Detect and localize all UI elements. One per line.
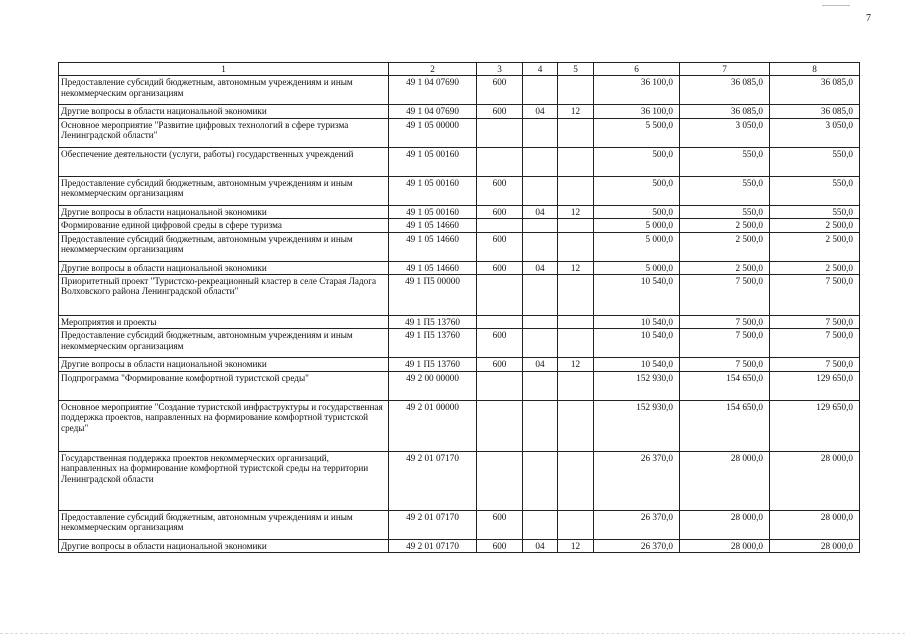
- row-value-6: 10 540,0: [594, 358, 680, 371]
- row-value-7: 2 500,0: [680, 232, 770, 261]
- row-vr: [477, 315, 523, 328]
- row-code: 49 2 01 07170: [389, 510, 477, 539]
- row-code: 49 1 04 07690: [389, 76, 477, 105]
- row-value-8: 550,0: [770, 176, 860, 205]
- row-code: 49 2 01 07170: [389, 451, 477, 510]
- budget-table: [58, 62, 860, 553]
- row-code: 49 2 00 00000: [389, 371, 477, 400]
- row-value-7: 154 650,0: [680, 400, 770, 451]
- row-value-6: 500,0: [594, 176, 680, 205]
- row-pr: [558, 147, 594, 176]
- row-vr: [477, 219, 523, 232]
- row-vr: 600: [477, 76, 523, 105]
- row-pr: 12: [558, 261, 594, 274]
- row-name: Предоставление субсидий бюджетным, автономным учреждениям и иным некоммерческим организациям: [59, 329, 389, 358]
- row-value-7: 7 500,0: [680, 315, 770, 328]
- row-name: Другие вопросы в области национальной экономики: [59, 539, 389, 552]
- row-value-6: 10 540,0: [594, 315, 680, 328]
- header-col-5: 5: [558, 63, 594, 76]
- row-value-6: 5 000,0: [594, 219, 680, 232]
- header-col-6: 6: [594, 63, 680, 76]
- table-row: [59, 232, 860, 261]
- table-row: [59, 371, 860, 400]
- row-code: 49 1 П5 00000: [389, 274, 477, 315]
- row-value-6: 500,0: [594, 147, 680, 176]
- row-pr: 12: [558, 539, 594, 552]
- table-row: [59, 147, 860, 176]
- row-vr: 600: [477, 329, 523, 358]
- row-value-8: 28 000,0: [770, 451, 860, 510]
- table-row: [59, 400, 860, 451]
- row-rz: [523, 510, 558, 539]
- row-value-7: 7 500,0: [680, 329, 770, 358]
- row-name: Предоставление субсидий бюджетным, автономным учреждениям и иным некоммерческим организациям: [59, 76, 389, 105]
- row-vr: 600: [477, 176, 523, 205]
- budget-table-wrapper: [58, 62, 859, 553]
- row-value-6: 26 370,0: [594, 451, 680, 510]
- table-row: [59, 315, 860, 328]
- page-number: 7: [866, 13, 871, 24]
- row-value-6: 10 540,0: [594, 274, 680, 315]
- row-value-7: 550,0: [680, 147, 770, 176]
- row-value-6: 36 100,0: [594, 76, 680, 105]
- row-code: 49 1 05 00000: [389, 118, 477, 147]
- row-value-8: 550,0: [770, 147, 860, 176]
- row-code: 49 1 П5 13760: [389, 315, 477, 328]
- row-value-6: 152 930,0: [594, 371, 680, 400]
- row-pr: 12: [558, 205, 594, 218]
- row-value-7: 36 085,0: [680, 76, 770, 105]
- row-pr: [558, 118, 594, 147]
- row-vr: 600: [477, 205, 523, 218]
- row-value-6: 36 100,0: [594, 105, 680, 118]
- row-value-7: 7 500,0: [680, 274, 770, 315]
- table-row: [59, 261, 860, 274]
- row-vr: 600: [477, 232, 523, 261]
- row-vr: 600: [477, 105, 523, 118]
- row-pr: [558, 315, 594, 328]
- row-vr: [477, 400, 523, 451]
- row-name: Предоставление субсидий бюджетным, автономным учреждениям и иным некоммерческим организациям: [59, 176, 389, 205]
- row-rz: [523, 315, 558, 328]
- row-rz: 04: [523, 105, 558, 118]
- row-value-6: 152 930,0: [594, 400, 680, 451]
- row-value-8: 2 500,0: [770, 219, 860, 232]
- row-name: Мероприятия и проекты: [59, 315, 389, 328]
- scan-mark: [822, 5, 850, 6]
- header-col-4: 4: [523, 63, 558, 76]
- row-vr: 600: [477, 510, 523, 539]
- row-value-7: 7 500,0: [680, 358, 770, 371]
- row-value-6: 26 370,0: [594, 539, 680, 552]
- row-value-7: 28 000,0: [680, 451, 770, 510]
- row-value-6: 5 500,0: [594, 118, 680, 147]
- table-row: [59, 76, 860, 105]
- row-name: Предоставление субсидий бюджетным, автономным учреждениям и иным некоммерческим организациям: [59, 232, 389, 261]
- row-code: 49 1 05 14660: [389, 219, 477, 232]
- row-name: Другие вопросы в области национальной экономики: [59, 105, 389, 118]
- row-value-8: 7 500,0: [770, 358, 860, 371]
- row-rz: [523, 232, 558, 261]
- row-value-8: 7 500,0: [770, 315, 860, 328]
- row-rz: [523, 451, 558, 510]
- row-value-8: 7 500,0: [770, 329, 860, 358]
- row-value-8: 129 650,0: [770, 371, 860, 400]
- header-col-8: 8: [770, 63, 860, 76]
- row-value-7: 550,0: [680, 205, 770, 218]
- row-name: Другие вопросы в области национальной экономики: [59, 261, 389, 274]
- row-value-7: 3 050,0: [680, 118, 770, 147]
- row-rz: [523, 274, 558, 315]
- row-vr: [477, 274, 523, 315]
- row-value-8: 36 085,0: [770, 76, 860, 105]
- row-name: Другие вопросы в области национальной экономики: [59, 358, 389, 371]
- row-pr: [558, 451, 594, 510]
- row-value-6: 5 000,0: [594, 261, 680, 274]
- header-col-1: 1: [59, 63, 389, 76]
- row-value-8: 36 085,0: [770, 105, 860, 118]
- row-pr: [558, 274, 594, 315]
- table-row: [59, 510, 860, 539]
- row-vr: 600: [477, 261, 523, 274]
- row-rz: 04: [523, 358, 558, 371]
- row-name: Основное мероприятие "Создание туристской инфраструктуры и государственная поддержка проектов, направленных на формирование комфортной туристской среды": [59, 400, 389, 451]
- row-rz: [523, 147, 558, 176]
- row-value-8: 28 000,0: [770, 539, 860, 552]
- row-pr: 12: [558, 358, 594, 371]
- row-vr: [477, 371, 523, 400]
- row-vr: [477, 147, 523, 176]
- row-name: Подпрограмма "Формирование комфортной туристской среды": [59, 371, 389, 400]
- row-pr: [558, 232, 594, 261]
- row-value-8: 2 500,0: [770, 232, 860, 261]
- row-value-8: 2 500,0: [770, 261, 860, 274]
- row-vr: [477, 118, 523, 147]
- header-col-7: 7: [680, 63, 770, 76]
- row-name: Государственная поддержка проектов некоммерческих организаций, направленных на формирование комфортной туристской среды на территории Ленинградской области: [59, 451, 389, 510]
- row-pr: [558, 510, 594, 539]
- row-rz: [523, 176, 558, 205]
- scan-edge: [0, 633, 905, 640]
- row-rz: [523, 76, 558, 105]
- table-row: [59, 539, 860, 552]
- row-value-6: 26 370,0: [594, 510, 680, 539]
- row-pr: [558, 329, 594, 358]
- row-value-7: 28 000,0: [680, 539, 770, 552]
- table-row: [59, 219, 860, 232]
- row-value-7: 28 000,0: [680, 510, 770, 539]
- row-value-7: 154 650,0: [680, 371, 770, 400]
- table-row: [59, 205, 860, 218]
- table-row: [59, 274, 860, 315]
- row-code: 49 1 05 00160: [389, 205, 477, 218]
- row-value-7: 2 500,0: [680, 219, 770, 232]
- row-name: Другие вопросы в области национальной экономики: [59, 205, 389, 218]
- row-value-7: 36 085,0: [680, 105, 770, 118]
- row-rz: [523, 371, 558, 400]
- row-rz: 04: [523, 539, 558, 552]
- row-value-7: 550,0: [680, 176, 770, 205]
- row-rz: 04: [523, 205, 558, 218]
- row-rz: [523, 118, 558, 147]
- row-value-8: 129 650,0: [770, 400, 860, 451]
- row-code: 49 1 04 07690: [389, 105, 477, 118]
- row-pr: [558, 76, 594, 105]
- row-value-6: 10 540,0: [594, 329, 680, 358]
- header-row: [59, 63, 860, 76]
- row-name: Приоритетный проект "Туристско-рекреационный кластер в селе Старая Ладога Волховского района Ленинградской области": [59, 274, 389, 315]
- header-col-2: 2: [389, 63, 477, 76]
- row-code: 49 2 01 00000: [389, 400, 477, 451]
- row-rz: [523, 329, 558, 358]
- row-value-6: 500,0: [594, 205, 680, 218]
- header-col-3: 3: [477, 63, 523, 76]
- row-name: Формирование единой цифровой среды в сфере туризма: [59, 219, 389, 232]
- table-row: [59, 118, 860, 147]
- row-code: 49 2 01 07170: [389, 539, 477, 552]
- row-code: 49 1 05 00160: [389, 176, 477, 205]
- row-value-6: 5 000,0: [594, 232, 680, 261]
- row-code: 49 1 П5 13760: [389, 358, 477, 371]
- row-code: 49 1 05 14660: [389, 261, 477, 274]
- row-name: Обеспечение деятельности (услуги, работы) государственных учреждений: [59, 147, 389, 176]
- row-pr: 12: [558, 105, 594, 118]
- row-vr: 600: [477, 358, 523, 371]
- row-rz: 04: [523, 261, 558, 274]
- row-rz: [523, 219, 558, 232]
- row-pr: [558, 400, 594, 451]
- row-name: Основное мероприятие "Развитие цифровых технологий в сфере туризма Ленинградской области": [59, 118, 389, 147]
- row-value-7: 2 500,0: [680, 261, 770, 274]
- row-vr: 600: [477, 539, 523, 552]
- table-row: [59, 451, 860, 510]
- row-value-8: 3 050,0: [770, 118, 860, 147]
- row-pr: [558, 219, 594, 232]
- table-row: [59, 105, 860, 118]
- row-code: 49 1 05 14660: [389, 232, 477, 261]
- row-value-8: 7 500,0: [770, 274, 860, 315]
- table-row: [59, 358, 860, 371]
- row-pr: [558, 176, 594, 205]
- row-value-8: 28 000,0: [770, 510, 860, 539]
- row-code: 49 1 П5 13760: [389, 329, 477, 358]
- table-row: [59, 176, 860, 205]
- table-row: [59, 329, 860, 358]
- row-pr: [558, 371, 594, 400]
- row-vr: [477, 451, 523, 510]
- row-value-8: 550,0: [770, 205, 860, 218]
- row-code: 49 1 05 00160: [389, 147, 477, 176]
- row-rz: [523, 400, 558, 451]
- row-name: Предоставление субсидий бюджетным, автономным учреждениям и иным некоммерческим организациям: [59, 510, 389, 539]
